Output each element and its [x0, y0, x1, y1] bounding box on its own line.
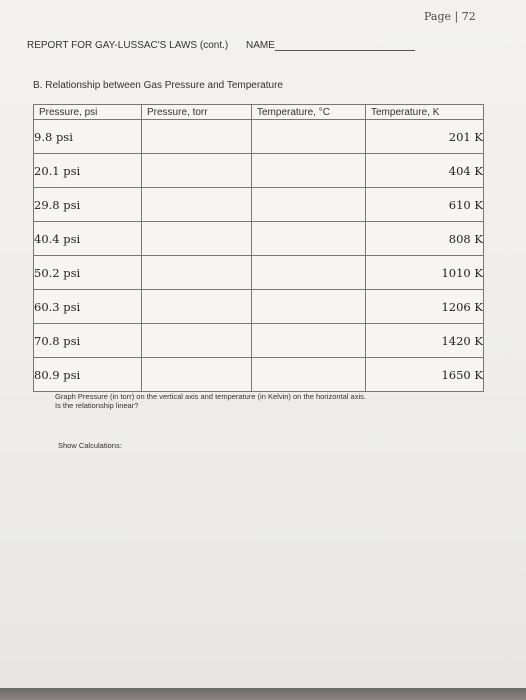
- temperature-k-cell: 1206 K: [366, 290, 484, 324]
- desk-edge: [0, 688, 526, 700]
- temperature-c-cell[interactable]: [252, 256, 366, 290]
- pressure-torr-cell[interactable]: [142, 120, 252, 154]
- table-row: [34, 222, 484, 256]
- page-number: Page | 72: [424, 10, 476, 23]
- pressure-torr-cell[interactable]: [142, 324, 252, 358]
- pressure-torr-cell[interactable]: [142, 358, 252, 392]
- show-calculations-label: Show Calculations:: [58, 441, 122, 450]
- table-header-row: [34, 105, 484, 120]
- pressure-torr-cell[interactable]: [142, 222, 252, 256]
- section-title: B. Relationship between Gas Pressure and Temperature: [33, 80, 283, 91]
- temperature-c-cell[interactable]: [252, 188, 366, 222]
- linear-question: Is the relationship linear?: [55, 401, 139, 410]
- temperature-k-cell: 1650 K: [366, 358, 484, 392]
- temperature-k-cell: 1420 K: [366, 324, 484, 358]
- pressure-torr-cell[interactable]: [142, 256, 252, 290]
- table-row: [34, 154, 484, 188]
- temperature-k-cell: 610 K: [366, 188, 484, 222]
- pressure-torr-cell[interactable]: [142, 154, 252, 188]
- temperature-k-cell: 404 K: [366, 154, 484, 188]
- table-row: [34, 120, 484, 154]
- header-temperature-c: Temperature, °C: [252, 105, 366, 120]
- temperature-c-cell[interactable]: [252, 154, 366, 188]
- pressure-psi-cell: 29.8 psi: [34, 188, 142, 222]
- pressure-psi-cell: 60.3 psi: [34, 290, 142, 324]
- table-row: [34, 290, 484, 324]
- pressure-torr-cell[interactable]: [142, 188, 252, 222]
- temperature-k-cell: 808 K: [366, 222, 484, 256]
- graph-instructions: [55, 392, 475, 410]
- header-temperature-k: Temperature, K: [366, 105, 484, 120]
- temperature-k-cell: 1010 K: [366, 256, 484, 290]
- temperature-c-cell[interactable]: [252, 290, 366, 324]
- name-label: NAME: [246, 40, 275, 51]
- pressure-psi-cell: 20.1 psi: [34, 154, 142, 188]
- report-title: REPORT FOR GAY-LUSSAC'S LAWS (cont.): [27, 40, 229, 51]
- pressure-psi-cell: 70.8 psi: [34, 324, 142, 358]
- graph-instruction-line: Graph Pressure (in torr) on the vertical axis and temperature (in Kelvin) on the horizontal axis.: [55, 392, 366, 401]
- table-row: [34, 256, 484, 290]
- name-field-line[interactable]: [275, 50, 415, 51]
- table-row: [34, 324, 484, 358]
- temperature-c-cell[interactable]: [252, 324, 366, 358]
- temperature-c-cell[interactable]: [252, 358, 366, 392]
- temperature-c-cell[interactable]: [252, 222, 366, 256]
- pressure-psi-cell: 80.9 psi: [34, 358, 142, 392]
- table-row: [34, 188, 484, 222]
- header-pressure-torr: Pressure, torr: [142, 105, 252, 120]
- pressure-torr-cell[interactable]: [142, 290, 252, 324]
- temperature-k-cell: 201 K: [366, 120, 484, 154]
- temperature-c-cell[interactable]: [252, 120, 366, 154]
- pressure-psi-cell: 50.2 psi: [34, 256, 142, 290]
- data-table: [33, 104, 484, 392]
- pressure-psi-cell: 9.8 psi: [34, 120, 142, 154]
- header-pressure-psi: Pressure, psi: [34, 105, 142, 120]
- table-row: [34, 358, 484, 392]
- pressure-psi-cell: 40.4 psi: [34, 222, 142, 256]
